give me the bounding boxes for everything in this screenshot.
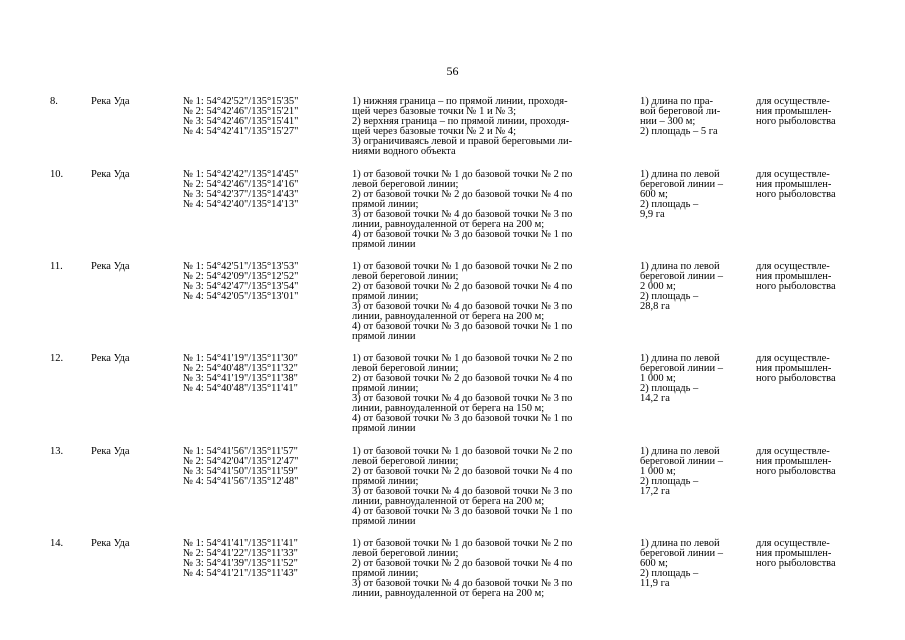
area-parameters-line: 1) длина по левой xyxy=(640,538,720,549)
area-parameters-line: 1) длина по левой xyxy=(640,261,720,272)
area-purpose xyxy=(756,262,866,292)
base-points xyxy=(183,354,343,394)
base-points-line: № 2: 54°42'04"/135°12'47" xyxy=(183,456,299,467)
area-purpose-line: ния промышлен- xyxy=(756,456,832,467)
base-points xyxy=(183,262,343,302)
area-parameters-line: 1) длина по левой xyxy=(640,169,720,180)
base-points-line: № 1: 54°41'41"/135°11'41" xyxy=(183,538,298,549)
area-parameters-line: 2 000 м; xyxy=(640,281,676,292)
area-boundaries xyxy=(352,262,627,342)
area-parameters-line: 2) площадь – xyxy=(640,383,699,394)
area-purpose xyxy=(756,354,866,384)
base-points xyxy=(183,539,343,579)
area-parameters-line: 11,9 га xyxy=(640,578,670,589)
area-parameters-line: 1) длина по левой xyxy=(640,446,720,457)
area-boundaries-line: 2) от базовой точки № 2 до базовой точки № 4 по xyxy=(352,189,573,200)
area-boundaries-line: 4) от базовой точки № 3 до базовой точки № 1 по xyxy=(352,321,573,332)
area-purpose-line: ния промышлен- xyxy=(756,363,832,374)
base-points xyxy=(183,170,343,210)
area-boundaries-line: линии, равноудаленной от берега на 200 м; xyxy=(352,311,545,322)
page-number: 56 xyxy=(446,64,459,78)
area-parameters-line: нии – 300 м; xyxy=(640,116,696,127)
area-boundaries-line: 3) от базовой точки № 4 до базовой точки № 3 по xyxy=(352,393,573,404)
base-points-line: № 4: 54°41'56"/135°12'48" xyxy=(183,476,299,487)
area-purpose-line: ния промышлен- xyxy=(756,106,832,117)
base-points-line: № 3: 54°41'39"/135°11'52" xyxy=(183,558,298,569)
area-boundaries-line: 2) от базовой точки № 2 до базовой точки № 4 по xyxy=(352,373,573,384)
area-purpose-line: для осуществле- xyxy=(756,169,830,180)
row-number: 8. xyxy=(50,96,58,107)
area-boundaries xyxy=(352,170,627,250)
river-name: Река Уда xyxy=(91,353,130,364)
base-points-line: № 4: 54°40'48"/135°11'41" xyxy=(183,383,298,394)
area-parameters xyxy=(640,539,748,589)
area-boundaries xyxy=(352,447,627,527)
area-boundaries-line: 2) от базовой точки № 2 до базовой точки № 4 по xyxy=(352,466,573,477)
area-boundaries-line: 2) от базовой точки № 2 до базовой точки № 4 по xyxy=(352,281,573,292)
row-number: 13. xyxy=(50,446,64,457)
area-boundaries-line: щей через базовые точки № 2 и № 4; xyxy=(352,126,517,137)
base-points-line: № 1: 54°42'52"/135°15'35" xyxy=(183,96,299,107)
base-points-line: № 3: 54°42'46"/135°15'41" xyxy=(183,116,299,127)
area-boundaries-line: 1) от базовой точки № 1 до базовой точки № 2 по xyxy=(352,538,573,549)
area-boundaries-line: 2) от базовой точки № 2 до базовой точки № 4 по xyxy=(352,558,573,569)
base-points-line: № 4: 54°42'41"/135°15'27" xyxy=(183,126,299,137)
area-parameters xyxy=(640,354,748,404)
base-points-line: № 1: 54°42'42"/135°14'45" xyxy=(183,169,299,180)
area-parameters xyxy=(640,447,748,497)
area-parameters-line: 2) площадь – xyxy=(640,568,699,579)
area-boundaries-line: щей через базовые точки № 1 и № 3; xyxy=(352,106,517,117)
area-parameters-line: 2) площадь – xyxy=(640,291,699,302)
area-purpose xyxy=(756,170,866,200)
area-purpose-line: для осуществле- xyxy=(756,261,830,272)
area-parameters-line: береговой линии – xyxy=(640,271,724,282)
base-points-line: № 3: 54°41'50"/135°11'59" xyxy=(183,466,298,477)
area-boundaries-line: прямой линии; xyxy=(352,383,419,394)
area-purpose-line: ного рыболовства xyxy=(756,373,836,384)
area-parameters-line: 1 000 м; xyxy=(640,466,676,477)
area-parameters-line: береговой линии – xyxy=(640,363,724,374)
area-boundaries-line: прямой линии xyxy=(352,239,416,250)
area-purpose xyxy=(756,97,866,127)
area-boundaries xyxy=(352,354,627,434)
river-name: Река Уда xyxy=(91,96,130,107)
area-boundaries-line: линии, равноудаленной от берега на 200 м; xyxy=(352,588,545,599)
area-boundaries-line: 1) от базовой точки № 1 до базовой точки № 2 по xyxy=(352,261,573,272)
area-boundaries-line: левой береговой линии; xyxy=(352,271,459,282)
area-parameters-line: 1 000 м; xyxy=(640,373,676,384)
base-points-line: № 2: 54°40'48"/135°11'32" xyxy=(183,363,298,374)
area-boundaries-line: прямой линии; xyxy=(352,291,419,302)
area-purpose-line: ного рыболовства xyxy=(756,558,836,569)
base-points xyxy=(183,447,343,487)
base-points-line: № 1: 54°42'51"/135°13'53" xyxy=(183,261,299,272)
area-boundaries-line: 3) от базовой точки № 4 до базовой точки № 3 по xyxy=(352,209,573,220)
area-purpose-line: для осуществле- xyxy=(756,353,830,364)
area-purpose-line: ного рыболовства xyxy=(756,189,836,200)
area-parameters-line: 1) длина по пра- xyxy=(640,96,713,107)
base-points-line: № 2: 54°41'22"/135°11'33" xyxy=(183,548,298,559)
area-boundaries-line: 4) от базовой точки № 3 до базовой точки № 1 по xyxy=(352,413,573,424)
area-parameters-line: 9,9 га xyxy=(640,209,665,220)
area-boundaries-line: прямой линии xyxy=(352,423,416,434)
row-number: 14. xyxy=(50,538,64,549)
area-boundaries-line: левой береговой линии; xyxy=(352,363,459,374)
area-parameters-line: 17,2 га xyxy=(640,486,670,497)
area-purpose-line: для осуществле- xyxy=(756,538,830,549)
area-purpose-line: ния промышлен- xyxy=(756,271,832,282)
area-boundaries-line: прямой линии xyxy=(352,516,416,527)
area-purpose-line: для осуществле- xyxy=(756,96,830,107)
area-boundaries xyxy=(352,539,627,599)
area-purpose-line: ного рыболовства xyxy=(756,281,836,292)
area-purpose-line: ного рыболовства xyxy=(756,116,836,127)
area-boundaries-line: 3) от базовой точки № 4 до базовой точки № 3 по xyxy=(352,486,573,497)
area-boundaries-line: 1) от базовой точки № 1 до базовой точки № 2 по xyxy=(352,169,573,180)
river-name: Река Уда xyxy=(91,538,130,549)
area-boundaries-line: 1) от базовой точки № 1 до базовой точки № 2 по xyxy=(352,446,573,457)
area-parameters-line: береговой линии – xyxy=(640,548,724,559)
area-purpose-line: ния промышлен- xyxy=(756,179,832,190)
base-points-line: № 2: 54°42'09"/135°12'52" xyxy=(183,271,299,282)
area-boundaries-line: ниями водного объекта xyxy=(352,146,456,157)
area-boundaries-line: 1) нижняя граница – по прямой линии, проходя- xyxy=(352,96,568,107)
area-boundaries xyxy=(352,97,627,157)
area-parameters-line: 2) площадь – 5 га xyxy=(640,126,718,137)
row-number: 10. xyxy=(50,169,64,180)
area-boundaries-line: прямой линии; xyxy=(352,568,419,579)
row-number: 11. xyxy=(50,261,63,272)
base-points-line: № 3: 54°42'47"/135°13'54" xyxy=(183,281,299,292)
area-parameters xyxy=(640,97,748,137)
base-points-line: № 3: 54°41'19"/135°11'38" xyxy=(183,373,298,384)
area-boundaries-line: прямой линии xyxy=(352,331,416,342)
area-boundaries-line: левой береговой линии; xyxy=(352,548,459,559)
area-boundaries-line: прямой линии; xyxy=(352,476,419,487)
base-points-line: № 4: 54°42'05"/135°13'01" xyxy=(183,291,299,302)
row-number: 12. xyxy=(50,353,64,364)
area-purpose-line: для осуществле- xyxy=(756,446,830,457)
area-parameters-line: береговой линии – xyxy=(640,179,724,190)
area-purpose-line: ного рыболовства xyxy=(756,466,836,477)
area-purpose xyxy=(756,447,866,477)
base-points-line: № 2: 54°42'46"/135°15'21" xyxy=(183,106,299,117)
area-boundaries-line: 3) ограничиваясь левой и правой береговыми ли- xyxy=(352,136,573,147)
area-boundaries-line: линии, равноудаленной от берега на 150 м; xyxy=(352,403,545,414)
area-parameters-line: вой береговой ли- xyxy=(640,106,721,117)
area-parameters xyxy=(640,262,748,312)
river-name: Река Уда xyxy=(91,261,130,272)
area-parameters-line: 600 м; xyxy=(640,189,668,200)
area-boundaries-line: 2) верхняя граница – по прямой линии, проходя- xyxy=(352,116,570,127)
area-parameters-line: 28,8 га xyxy=(640,301,670,312)
area-parameters-line: 600 м; xyxy=(640,558,668,569)
base-points-line: № 3: 54°42'37"/135°14'43" xyxy=(183,189,299,200)
area-boundaries-line: 4) от базовой точки № 3 до базовой точки № 1 по xyxy=(352,229,573,240)
area-parameters xyxy=(640,170,748,220)
area-boundaries-line: 4) от базовой точки № 3 до базовой точки № 1 по xyxy=(352,506,573,517)
area-parameters-line: 2) площадь – xyxy=(640,476,699,487)
area-parameters-line: 14,2 га xyxy=(640,393,670,404)
area-purpose-line: ния промышлен- xyxy=(756,548,832,559)
base-points-line: № 4: 54°42'40"/135°14'13" xyxy=(183,199,299,210)
base-points-line: № 1: 54°41'19"/135°11'30" xyxy=(183,353,298,364)
area-boundaries-line: левой береговой линии; xyxy=(352,179,459,190)
area-boundaries-line: линии, равноудаленной от берега на 200 м; xyxy=(352,219,545,230)
river-name: Река Уда xyxy=(91,169,130,180)
base-points-line: № 1: 54°41'56"/135°11'57" xyxy=(183,446,298,457)
area-parameters-line: 2) площадь – xyxy=(640,199,699,210)
area-purpose xyxy=(756,539,866,569)
area-parameters-line: береговой линии – xyxy=(640,456,724,467)
area-boundaries-line: прямой линии; xyxy=(352,199,419,210)
base-points-line: № 4: 54°41'21"/135°11'43" xyxy=(183,568,298,579)
area-boundaries-line: левой береговой линии; xyxy=(352,456,459,467)
area-boundaries-line: 3) от базовой точки № 4 до базовой точки № 3 по xyxy=(352,301,573,312)
area-boundaries-line: 1) от базовой точки № 1 до базовой точки № 2 по xyxy=(352,353,573,364)
base-points-line: № 2: 54°42'46"/135°14'16" xyxy=(183,179,299,190)
area-parameters-line: 1) длина по левой xyxy=(640,353,720,364)
base-points xyxy=(183,97,343,137)
area-boundaries-line: 3) от базовой точки № 4 до базовой точки № 3 по xyxy=(352,578,573,589)
river-name: Река Уда xyxy=(91,446,130,457)
area-boundaries-line: линии, равноудаленной от берега на 200 м; xyxy=(352,496,545,507)
